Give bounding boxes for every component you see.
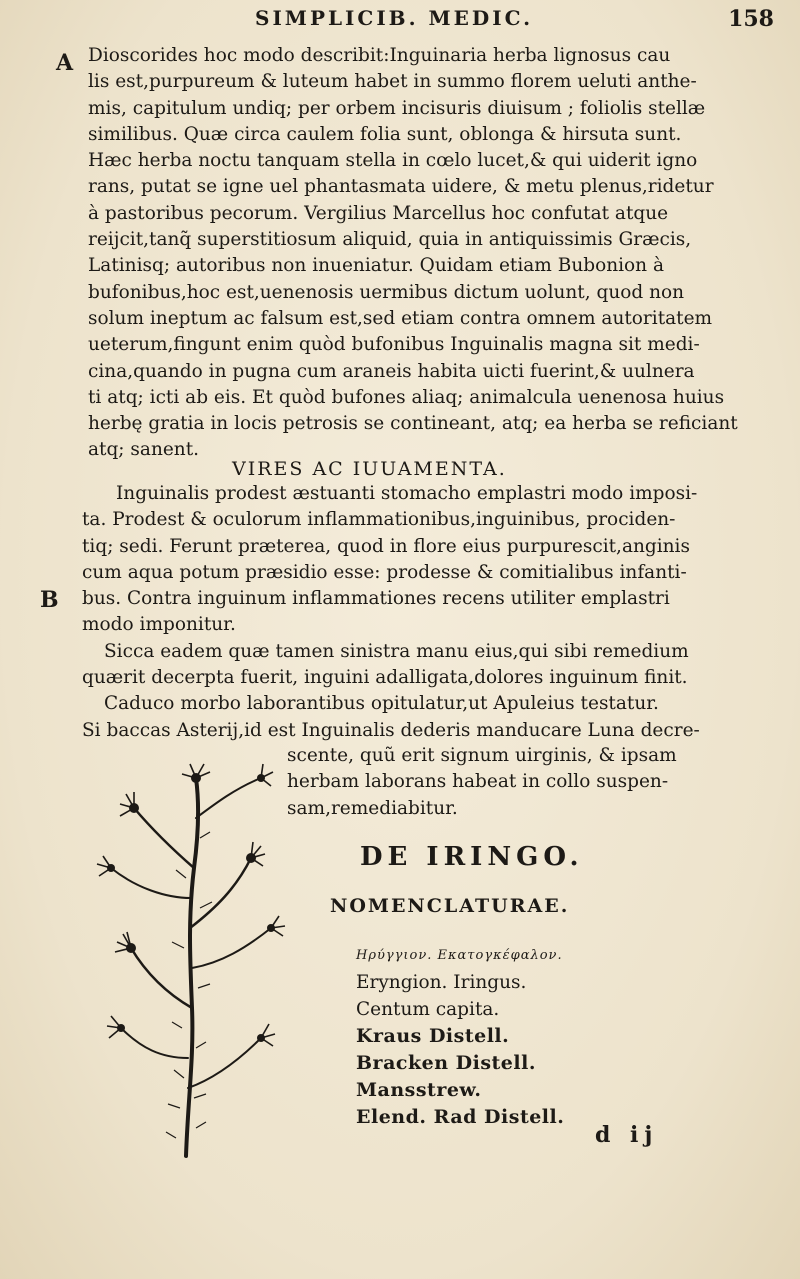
text-line: Caduco morbo laborantibus opitulatur,ut Apuleius testatur. bbox=[104, 693, 659, 715]
text-line: solum ineptum ac falsum est,sed etiam contra omnem autoritatem bbox=[88, 307, 713, 329]
text-line: herbę gratia in locis petrosis se contineant, atq; ea herba se reficiant bbox=[88, 413, 738, 435]
greek-names: Ηρύγγιον. Εκατογκέφαλον. bbox=[356, 948, 563, 963]
german-name: Elend. Rad Distell. bbox=[356, 1106, 565, 1128]
text-line: à pastoribus pecorum. Vergilius Marcellus hoc confutat atque bbox=[88, 202, 669, 224]
text-line: reijcit,tanq̃ superstitiosum aliquid, quia in antiquissimis Græcis, bbox=[88, 229, 692, 251]
margin-marker-b: B bbox=[40, 587, 59, 613]
virtues-paragraph bbox=[54, 481, 794, 744]
latin-names: Eryngion. Iringus. bbox=[356, 972, 527, 993]
text-line: rans, putat se igne uel phantasmata uidere, & metu plenus,ridetur bbox=[88, 176, 714, 198]
section-heading: VIRES AC IUUAMENTA. bbox=[232, 458, 507, 480]
german-name: Kraus Distell. bbox=[356, 1025, 510, 1047]
text-line: atq; sanent. bbox=[88, 439, 200, 461]
text-line: cina,quando in pugna cum araneis habita uicti fuerint,& uulnera bbox=[88, 360, 695, 382]
text-line: Dioscorides hoc modo describit:Inguinaria herba lignosus cau bbox=[88, 45, 671, 66]
running-title: SIMPLICIB. MEDIC. bbox=[255, 6, 534, 30]
text-line: similibus. Quæ circa caulem folia sunt, oblonga & hirsuta sunt. bbox=[88, 123, 682, 145]
signature-mark: d ij bbox=[595, 1122, 659, 1148]
text-line: scente, quũ erit signum uirginis, & ipsam bbox=[287, 745, 677, 766]
text-line: lis est,purpureum & luteum habet in summo florem ueluti anthe- bbox=[88, 71, 697, 93]
text-line: ueterum,fingunt enim quòd bufonibus Inguinalis magna sit medi- bbox=[88, 334, 700, 356]
text-line: Latinisq; autoribus non inueniatur. Quidam etiam Bubonion à bbox=[88, 255, 665, 277]
text-line: Si baccas Asterij,id est Inguinalis dederis manducare Luna decre- bbox=[82, 719, 700, 741]
text-line: tiq; sedi. Ferunt præterea, quod in flore eius purpurescit,anginis bbox=[82, 535, 690, 557]
chapter-title: DE IRINGO. bbox=[360, 842, 584, 872]
text-line: mis, capitulum undiq; per orbem incisuris diuisum ; foliolis stellæ bbox=[88, 97, 706, 119]
nomenclature-heading: NOMENCLATURAE. bbox=[330, 895, 570, 917]
text-line: quærit decerpta fuerit, inguini adalligata,dolores inguinum finit. bbox=[82, 667, 688, 689]
text-line: bus. Contra inguinum inflammationes recens utiliter emplastri bbox=[82, 588, 670, 610]
german-name: Mansstrew. bbox=[356, 1079, 482, 1101]
latin-names: Centum capita. bbox=[356, 999, 500, 1020]
text-line: cum aqua potum præsidio esse: prodesse & comitialibus infanti- bbox=[82, 561, 687, 583]
text-line: modo imponitur. bbox=[82, 614, 236, 636]
german-name: Bracken Distell. bbox=[356, 1052, 536, 1074]
nomenclature-list bbox=[356, 942, 564, 1131]
text-line: ti atq; icti ab eis. Et quòd bufones aliaq; animalcula uenenosa huius bbox=[88, 386, 725, 408]
text-line: bufonibus,hoc est,uenenosis uermibus dictum uolunt, quod non bbox=[88, 281, 685, 303]
text-line: sam,remediabitur. bbox=[287, 797, 458, 819]
page-number: 158 bbox=[728, 6, 774, 32]
text-line: Sicca eadem quæ tamen sinistra manu eius,qui sibi remedium bbox=[104, 640, 689, 662]
text-line: ta. Prodest & oculorum inflammationibus,inguinibus, prociden- bbox=[82, 509, 676, 531]
margin-marker-a: A bbox=[56, 50, 74, 76]
text-line: Inguinalis prodest æstuanti stomacho emplastri modo imposi- bbox=[116, 483, 698, 504]
text-line: Hæc herba noctu tanquam stella in cœlo lucet,& qui uiderit igno bbox=[88, 150, 698, 172]
closing-paragraph bbox=[287, 743, 787, 822]
description-paragraph bbox=[88, 43, 788, 464]
eryngium-woodcut-icon bbox=[76, 758, 298, 1158]
text-line: herbam laborans habeat in collo suspen- bbox=[287, 771, 669, 793]
